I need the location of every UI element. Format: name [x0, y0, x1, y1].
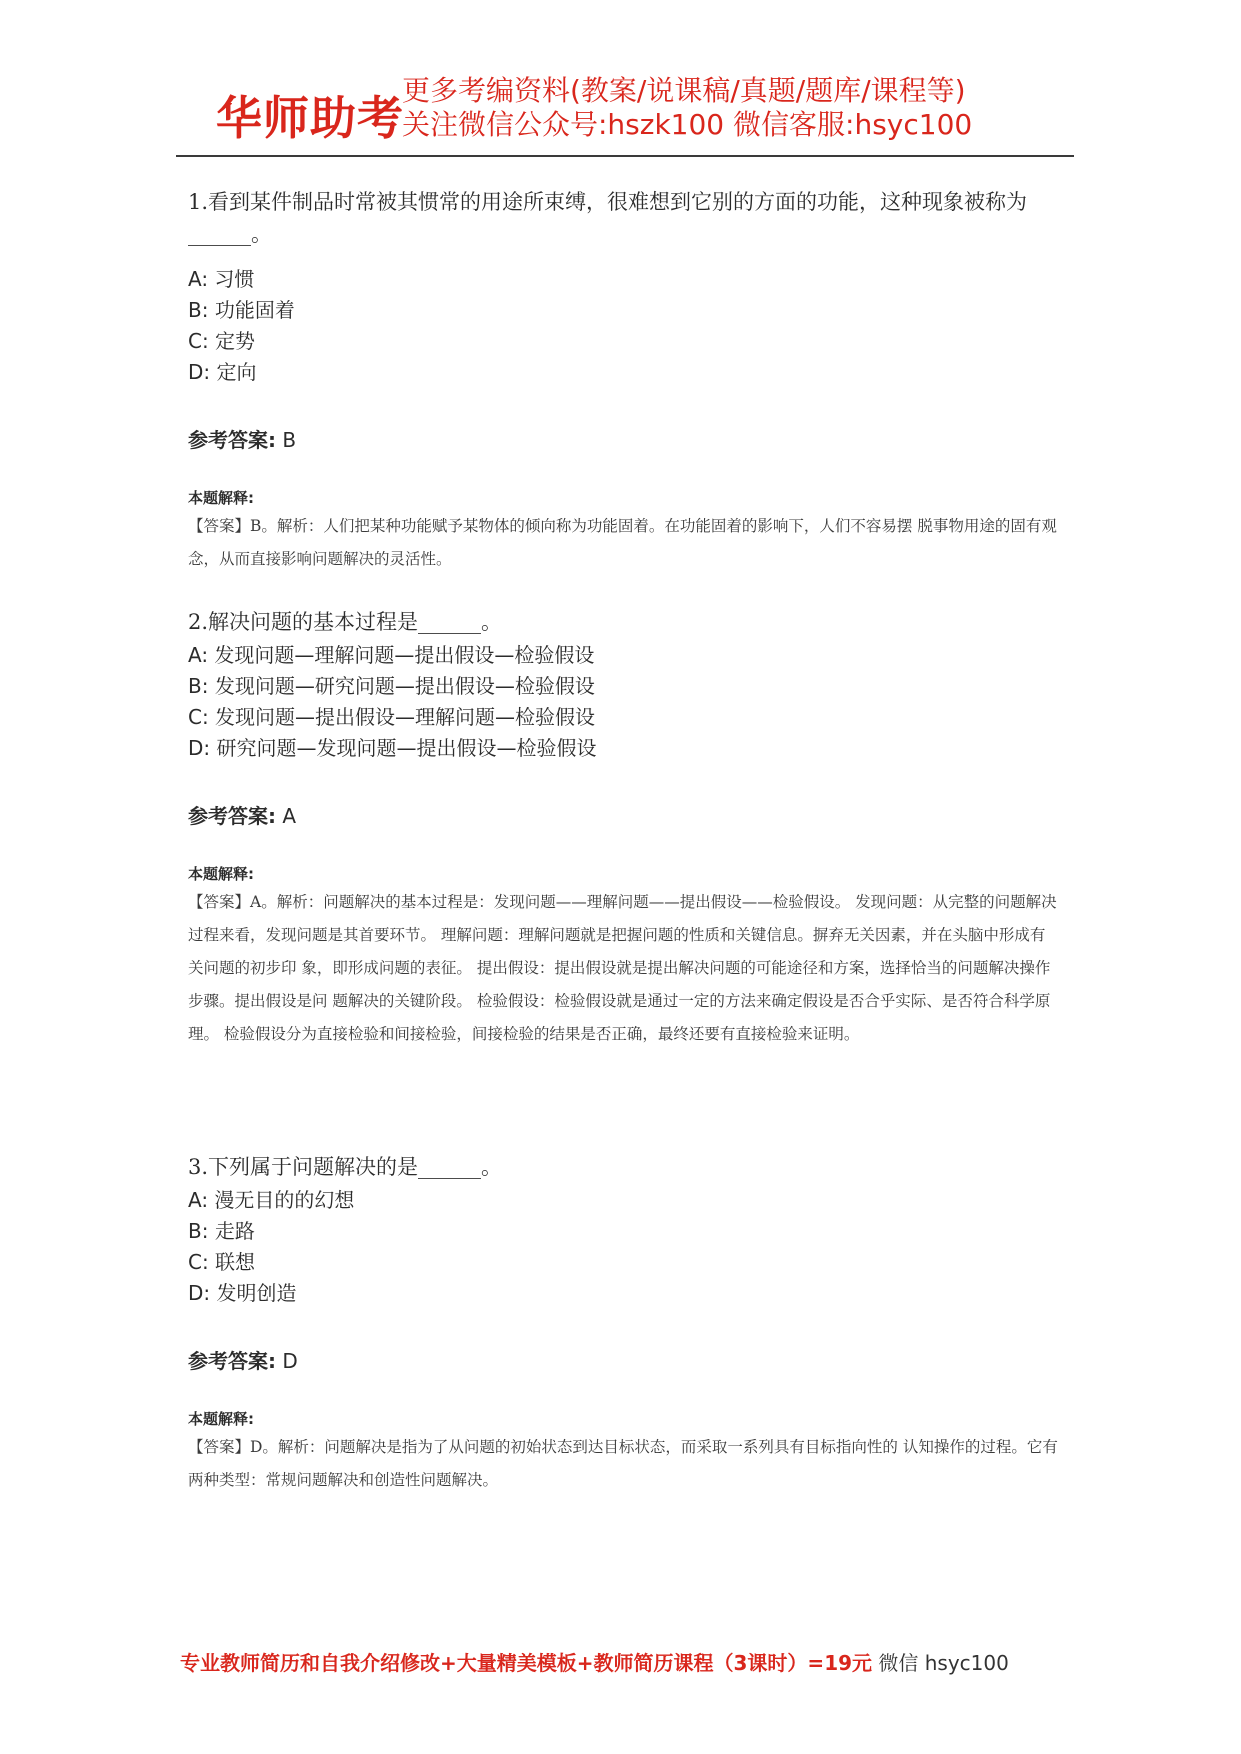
option-a: A: 漫无目的的幻想: [188, 1188, 355, 1212]
option-a: A: 发现问题—理解问题—提出假设—检验假设: [188, 643, 595, 667]
header-promo-line1: 更多考编资料(教案/说课稿/真题/题库/课程等): [402, 74, 966, 107]
option-c: C: 发现问题—提出假设—理解问题—检验假设: [188, 705, 596, 729]
option-b: B: 功能固着: [188, 298, 295, 322]
footer-contact: 微信 hsyc100: [872, 1651, 1009, 1675]
question-stem: 2.解决问题的基本过程是______。: [188, 610, 503, 634]
header-promo: [402, 74, 972, 142]
explanation-title: 本题解释:: [188, 1410, 254, 1428]
question-list: [188, 186, 1058, 1497]
question-stem: 1.看到某件制品时常被其惯常的用途所束缚，很难想到它别的方面的功能，这种现象被称为______。: [188, 190, 1028, 246]
answer-label: 参考答案:: [188, 804, 276, 828]
header-promo-line2: 关注微信公众号:hszk100 微信客服:hsyc100: [402, 108, 973, 141]
option-b: B: 走路: [188, 1219, 255, 1243]
explanation-text: 【答案】D。解析：问题解决是指为了从问题的初始状态到达目标状态，而采取一系列具有目标指向性的 认知操作的过程。它有两种类型：常规问题解决和创造性问题解决。: [188, 1438, 1058, 1489]
answer-value: B: [276, 428, 297, 452]
option-d: D: 研究问题—发现问题—提出假设—检验假设: [188, 736, 597, 760]
option-c: C: 联想: [188, 1250, 256, 1274]
explanation-title: 本题解释:: [188, 865, 254, 883]
explanation-text: 【答案】A。解析：问题解决的基本过程是：发现问题——理解问题——提出假设——检验假设。 发现问题：从完整的问题解决过程来看，发现问题是其首要环节。 理解问题：理解问题就是把握问题的性质和关键信息。摒弃无关因素，并在头脑中形成有关问题的初步印 象，即形成问题的表征。 提出假设：提出假设就是提出解决问题的可能途径和方案，选择恰当的问题解决操作步骤。提出假设是问 题解决的关键阶段。 检验假设：检验假设就是通过一定的方法来确定假设是否合乎实际、是否符合科学原理。 检验假设分为直接检验和间接检验，间接检验的结果是否正确，最终还要有直接检验来证明。: [188, 893, 1057, 1043]
answer-label: 参考答案:: [188, 428, 276, 452]
question-1: [188, 186, 1058, 576]
option-c: C: 定势: [188, 329, 256, 353]
footer-promo: [180, 1647, 1009, 1676]
header-divider: [176, 155, 1074, 157]
explanation-title: 本题解释:: [188, 489, 254, 507]
option-b: B: 发现问题—研究问题—提出假设—检验假设: [188, 674, 595, 698]
brand-logo: 华师助考: [216, 91, 404, 145]
option-d: D: 定向: [188, 360, 257, 384]
reference-answer: [188, 424, 1058, 453]
answer-value: D: [276, 1349, 298, 1373]
question-stem: 3.下列属于问题解决的是______。: [188, 1155, 503, 1179]
page-header: [176, 68, 1076, 158]
reference-answer: [188, 800, 1058, 829]
answer-label: 参考答案:: [188, 1349, 276, 1373]
question-3: [188, 1151, 1058, 1497]
explanation-text: 【答案】B。解析：人们把某种功能赋予某物体的倾向称为功能固着。在功能固着的影响下，人们不容易摆 脱事物用途的固有观念，从而直接影响问题解决的灵活性。: [188, 517, 1057, 568]
option-d: D: 发明创造: [188, 1281, 297, 1305]
footer-promo-text: 专业教师简历和自我介绍修改+大量精美模板+教师简历课程（3课时）=19元: [180, 1651, 873, 1675]
option-a: A: 习惯: [188, 267, 255, 291]
question-2: [188, 606, 1058, 1051]
reference-answer: [188, 1345, 1058, 1374]
answer-value: A: [276, 804, 297, 828]
